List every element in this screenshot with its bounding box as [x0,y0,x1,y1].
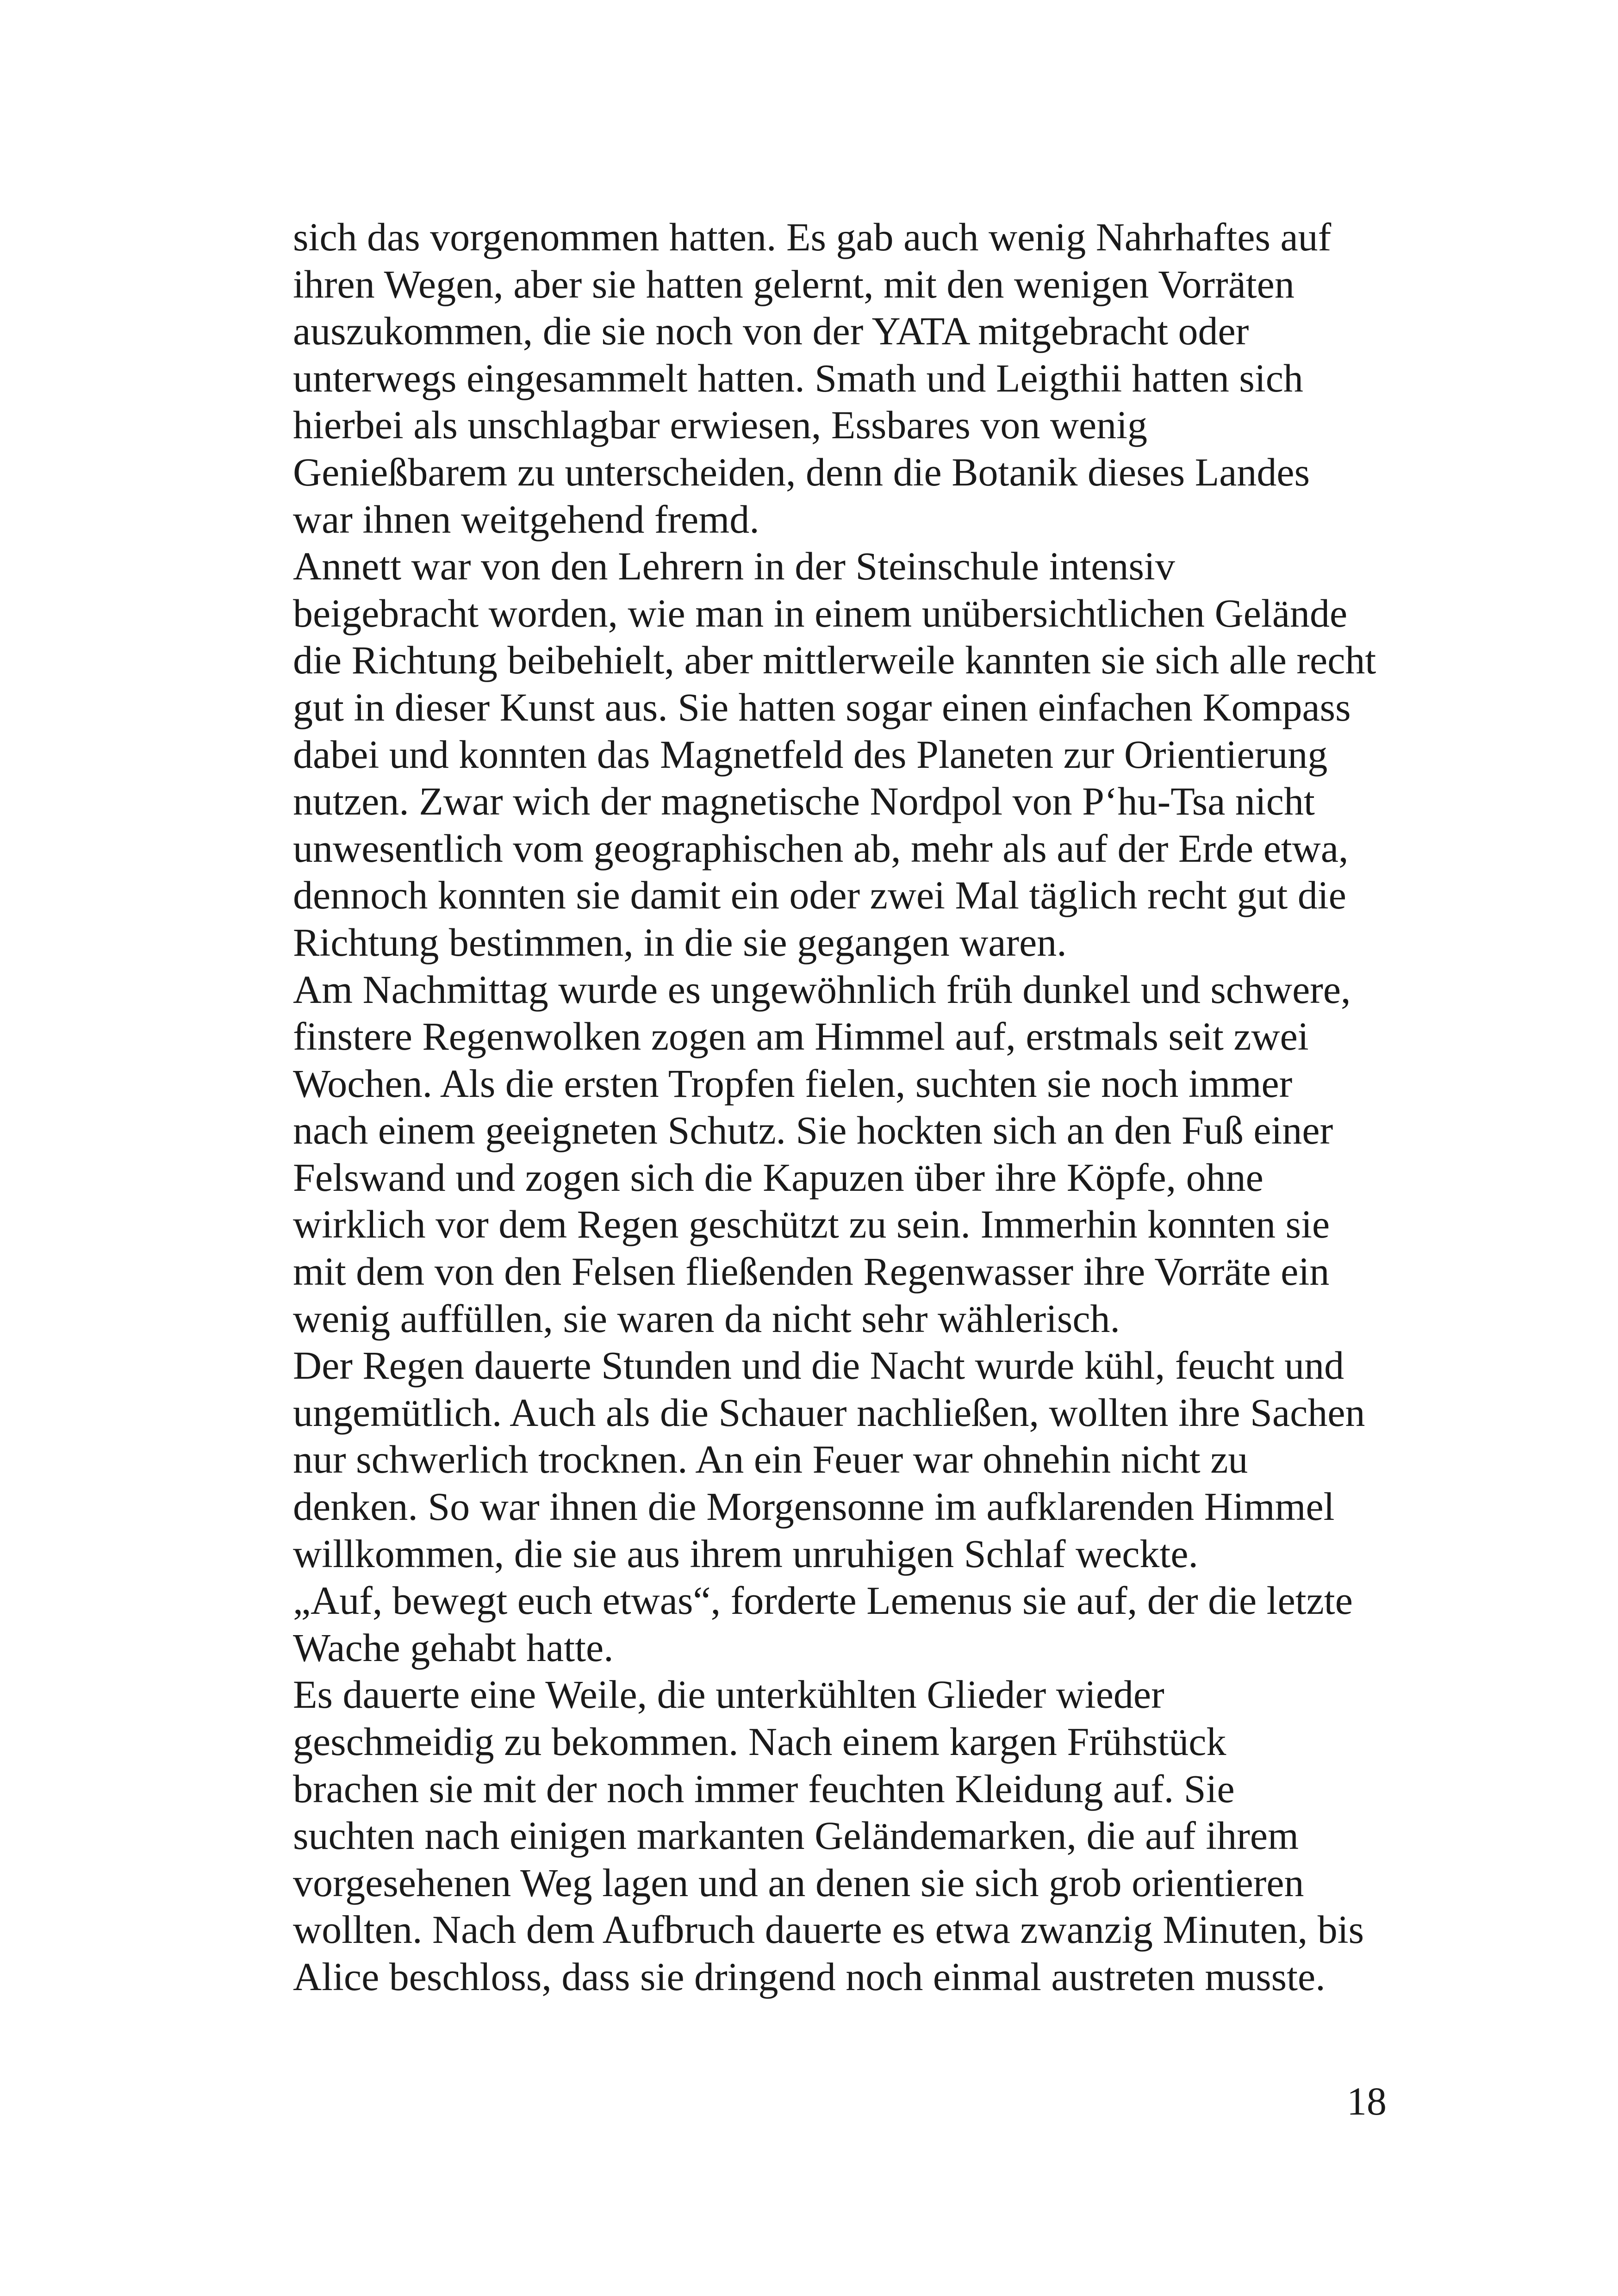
text-line: nach einem geeigneten Schutz. Sie hockten sich an den Fuß einer [293,1108,1333,1153]
text-line: wenig auffüllen, sie waren da nicht sehr wählerisch. [293,1296,1120,1341]
text-line: ungemütlich. Auch als die Schauer nachließen, wollten ihre Sachen [293,1390,1365,1435]
text-line: gut in dieser Kunst aus. Sie hatten sogar einen einfachen Kompass [293,684,1351,729]
text-line: vorgesehenen Weg lagen und an denen sie sich grob orientieren [293,1860,1304,1905]
text-line: Annett war von den Lehrern in der Steinschule intensiv [293,544,1175,589]
text-line: nutzen. Zwar wich der magnetische Nordpol von P‘hu-Tsa nicht [293,779,1315,824]
text-line: Wochen. Als die ersten Tropfen fielen, suchten sie noch immer [293,1061,1293,1106]
text-line: finstere Regenwolken zogen am Himmel auf, erstmals seit zwei [293,1014,1309,1059]
text-line: auszukommen, die sie noch von der YATA mitgebracht oder [293,309,1249,354]
text-line: Alice beschloss, dass sie dringend noch einmal austreten musste. [293,1954,1326,1999]
text-line: brachen sie mit der noch immer feuchten Kleidung auf. Sie [293,1766,1235,1811]
text-line: wirklich vor dem Regen geschützt zu sein. Immerhin konnten sie [293,1202,1330,1247]
text-line: Am Nachmittag wurde es ungewöhnlich früh dunkel und schwere, [293,967,1351,1012]
text-line: die Richtung beibehielt, aber mittlerweile kannten sie sich alle recht [293,638,1376,683]
text-line: hierbei als unschlagbar erwiesen, Essbares von wenig [293,403,1148,448]
text-line: suchten nach einigen markanten Geländemarken, die auf ihrem [293,1813,1299,1858]
text-line: Es dauerte eine Weile, die unterkühlten Glieder wieder [293,1672,1164,1717]
page-number: 18 [1347,2079,1387,2123]
text-line: „Auf, bewegt euch etwas“, forderte Lemenus sie auf, der die letzte [293,1578,1353,1623]
text-line: Felswand und zogen sich die Kapuzen über ihre Köpfe, ohne [293,1155,1263,1200]
text-line: dabei und konnten das Magnetfeld des Planeten zur Orientierung [293,732,1328,777]
text-line: geschmeidig zu bekommen. Nach einem kargen Frühstück [293,1719,1226,1764]
text-line: denken. So war ihnen die Morgensonne im aufklarenden Himmel [293,1484,1335,1529]
text-line: ihren Wegen, aber sie hatten gelernt, mit den wenigen Vorräten [293,261,1294,306]
text-line: war ihnen weitgehend fremd. [293,497,759,541]
text-line: Richtung bestimmen, in die sie gegangen waren. [293,920,1067,964]
text-line: Wache gehabt hatte. [293,1625,614,1670]
text-line: dennoch konnten sie damit ein oder zwei Mal täglich recht gut die [293,873,1346,918]
text-line: Der Regen dauerte Stunden und die Nacht wurde kühl, feucht und [293,1343,1344,1388]
text-line: beigebracht worden, wie man in einem unübersichtlichen Gelände [293,591,1348,635]
body-text [293,214,1404,2001]
text-line: sich das vorgenommen hatten. Es gab auch wenig Nahrhaftes auf [293,215,1332,259]
text-line: nur schwerlich trocknen. An ein Feuer war ohnehin nicht zu [293,1437,1248,1482]
text-line: unterwegs eingesammelt hatten. Smath und Leigthii hatten sich [293,355,1303,400]
text-line: willkommen, die sie aus ihrem unruhigen Schlaf weckte. [293,1531,1198,1576]
text-line: wollten. Nach dem Aufbruch dauerte es etwa zwanzig Minuten, bis [293,1907,1364,1952]
text-line: Genießbarem zu unterscheiden, denn die Botanik dieses Landes [293,449,1310,494]
text-line: mit dem von den Felsen fließenden Regenwasser ihre Vorräte ein [293,1249,1330,1294]
text-line: unwesentlich vom geographischen ab, mehr als auf der Erde etwa, [293,826,1349,871]
